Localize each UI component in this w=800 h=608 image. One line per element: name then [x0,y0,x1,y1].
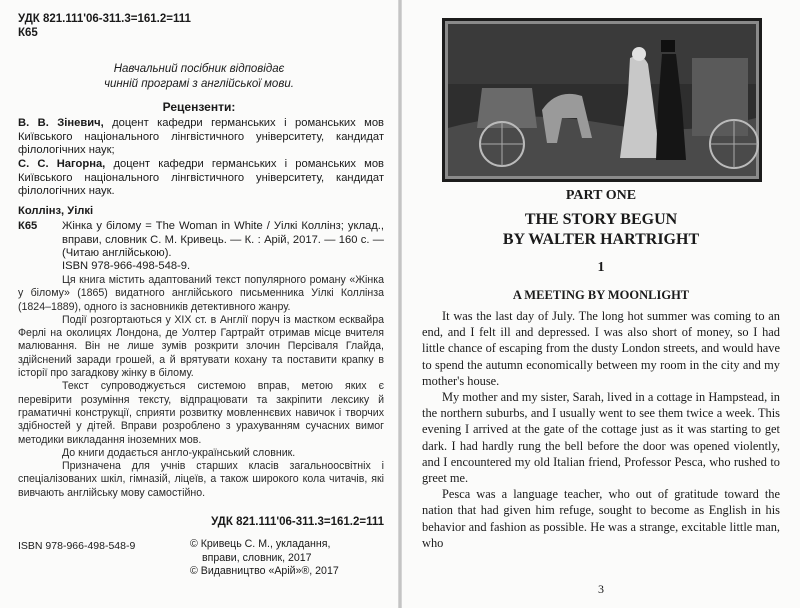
copyright-block [190,538,339,579]
copyright-line: © Видавництво «Арій»®, 2017 [190,565,339,577]
reviewer-1-text: доцент кафедри германських і романських мов Київського національного лінгвістичного університету, кандидат філологічних наук; [18,117,384,157]
chapter-title: A MEETING BY MOONLIGHT [512,288,690,302]
annotation-paragraph: Ця книга містить адаптований текст популярного роману «Жінка у білому» (1865) видатного англійського письменника Уілкі Коллінза (1824–1889), одного із засновників детективного жанру. [18,274,384,313]
curriculum-notice: Навчальний посібник відповідає чинній програмі з англійської мови. [104,63,294,90]
isbn-line: ISBN 978-966-498-548-9. [62,260,191,272]
story-paragraph: My mother and my sister, Sarah, lived in a cottage in Hampstead, in the northern suburbs, and I usually went to see them twice a week. This evening I arrived at the gate of the cottage just as it was starting to get dark. I had hardly rung the bell before the door was opened violently, and I encountered my old Italian friend, Professor Pesca, who rushed to greet me. [422,390,780,486]
story-paragraph: It was the last day of July. The long hot summer was coming to an end, and I felt ill and depressed. I was also short of money, so I had little chance of escaping from the dusty London streets, and would have to spend the autumn economically between my room in the city and my mother's house. [422,309,780,388]
annotation-paragraph: Призначена для учнів старших класів загальноосвітніх і спеціалізованих шкіл, гімназій, ліцеїв, а також широкого кола читачів, які вивчають англійську мову самостійно. [18,460,384,499]
story-title: THE STORY BEGUN BY WALTER HARTRIGHT [502,211,700,248]
story-paragraph: Pesca was a language teacher, who out of gratitude toward the nation that had given him refuge, sought to become as English in his behavior and fashion as possible. He was a strange, excitable little man, who [422,487,780,550]
reviewer-1 [18,117,384,158]
reviewer-2 [18,158,384,199]
page-number: 3 [598,582,604,596]
udk-code-top: УДК 821.111'06-311.3=161.2=111 К65 [18,13,191,39]
reviewer-2-text: доцент кафедри германських і романських мов Київського національного лінгвістичного університету, кандидат філологічних наук. [18,158,384,198]
reviewer-2-name: С. С. Нагорна, [18,158,106,170]
copyright-line: вправи, словник, 2017 [202,551,312,564]
reviewers-title: Рецензенти: [162,100,236,114]
udk-code-bottom: УДК 821.111'06-311.3=161.2=111 [211,516,384,528]
copyright-line: © Кривець С. М., укладання, [190,538,331,550]
part-heading: PART ONE [565,188,637,203]
classification-code: К65 [18,220,38,232]
isbn-bottom: ISBN 978-966-498-548-9 [18,540,136,552]
left-page [0,0,398,608]
carriage-illustration [442,18,762,182]
story-text [422,308,780,551]
annotation-paragraph: До книги додається англо-український словник. [62,446,296,459]
annotation-paragraph: Текст супроводжується системою вправ, метою яких є перевірити розуміння тексту, відпрацювати та закріпити лексику й граматичні конструкції, сприяти розвитку мовленнєвих навичок і творчих здібностей у дітей. Вправи розроблено з урахуванням сучасних вимог методики викладання іноземних мов. [18,380,384,446]
reviewer-1-name: В. В. Зіневич, [18,117,104,129]
bibliographic-description: Жінка у білому = The Woman in White / Уілкі Коллінз; уклад., вправи, словник С. М. Кривець. — К. : Арій, 2017. — 160 с. — (Читаю англійською). [62,220,384,260]
author-heading: Коллінз, Уілкі [18,205,94,217]
right-page [402,0,800,608]
chapter-number: 1 [597,260,605,275]
annotation [18,274,384,500]
annotation-paragraph: Події розгортаються у XIX ст. в Англії поруч із мастком есквайра Ферлі на околицях Лондона, де Уолтер Гартрайт отримав місце вчителя малювання. Він не лише зумів розкрити злочин Персіваля Глайда, здійснений заради грошей, а й врятувати кохану та поставити крапку в історії про загадкову жінку в білому. [18,313,384,380]
